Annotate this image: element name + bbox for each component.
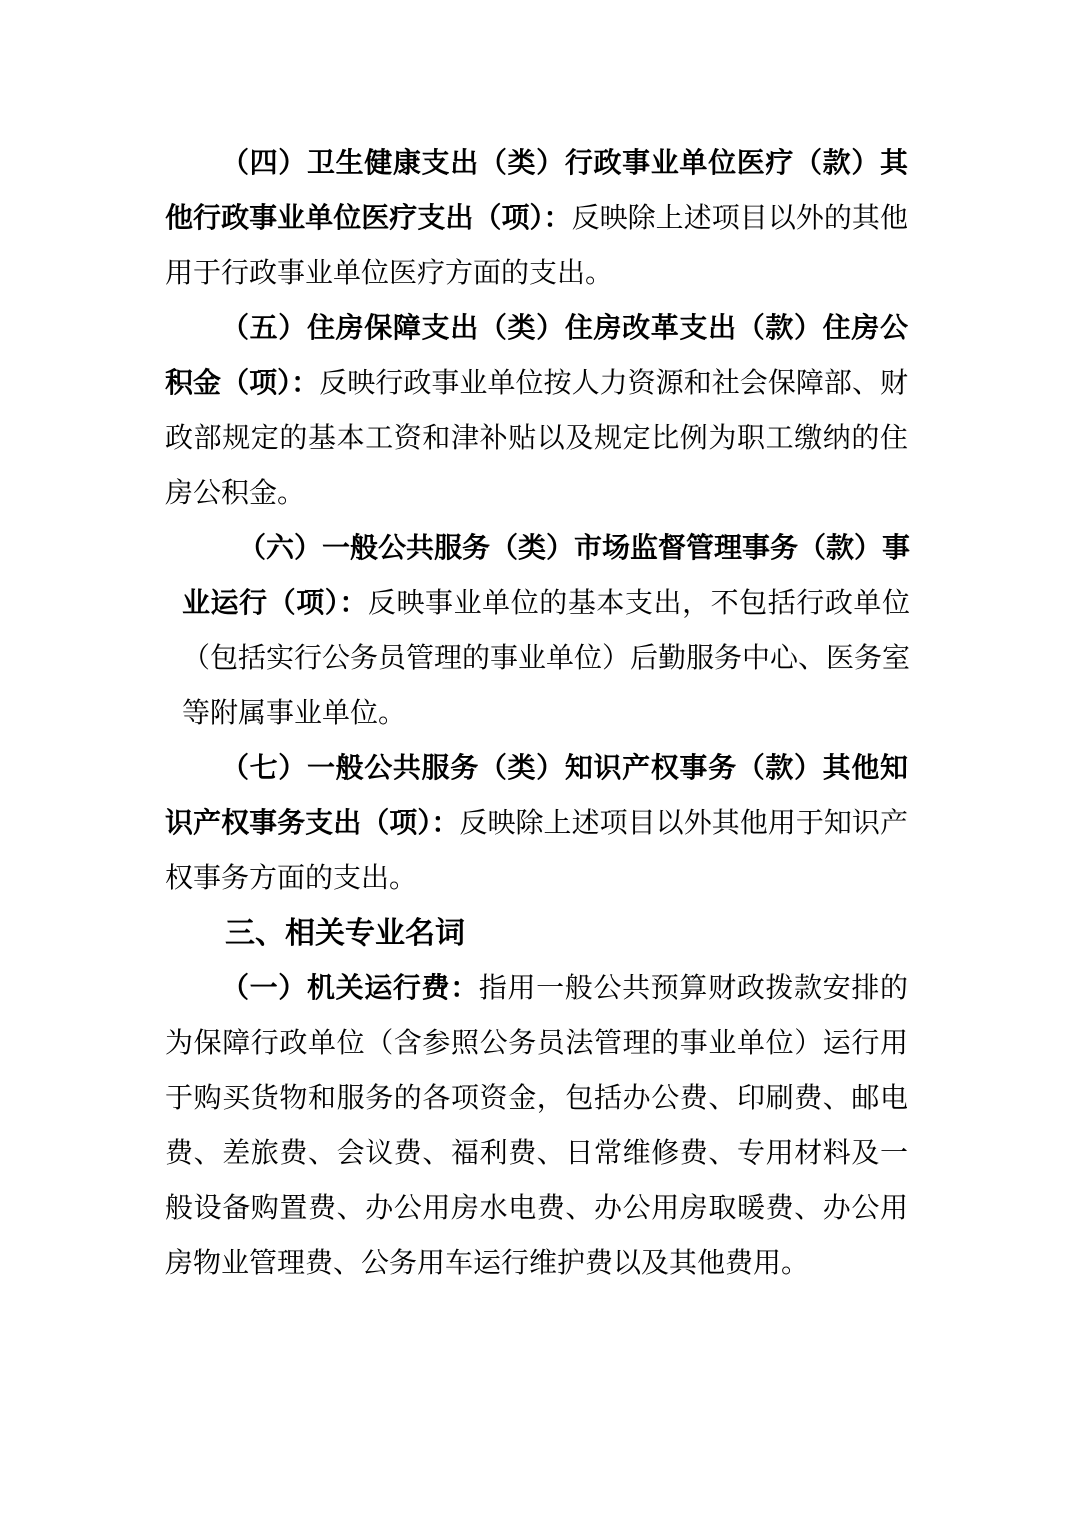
paragraph-text: 反映除上述项目以外的其他用于行政事业单位医疗方面的支出。 (165, 203, 908, 289)
paragraph-item-qi (165, 741, 908, 906)
paragraph-item-jiguanyunxingfei (165, 961, 908, 1291)
paragraph-lead: （六）一般公共服务（类）市场监督管理事务（款）事业运行（项）： (182, 533, 911, 619)
paragraph-lead: （五）住房保障支出（类）住房改革支出（款）住房公积金（项）： (165, 313, 908, 399)
paragraph-item-wu (165, 301, 908, 521)
paragraph-lead: （四）卫生健康支出（类）行政事业单位医疗（款）其他行政事业单位医疗支出（项）： (165, 148, 908, 234)
paragraph-text: 反映行政事业单位按人力资源和社会保障部、财政部规定的基本工资和津补贴以及规定比例为职工缴纳的住房公积金。 (165, 368, 908, 509)
paragraph-lead: （一）机关运行费： (221, 973, 479, 1004)
paragraph-item-si (165, 136, 908, 301)
paragraph-item-liu (182, 521, 910, 741)
paragraph-lead: （七）一般公共服务（类）知识产权事务（款）其他知识产权事务支出（项）： (165, 753, 908, 839)
paragraph-text: 反映事业单位的基本支出，不包括行政单位（包括实行公务员管理的事业单位）后勤服务中心、医务室等附属事业单位。 (182, 588, 911, 729)
paragraph-text: 反映除上述项目以外其他用于知识产权事务方面的支出。 (165, 808, 908, 894)
document-body (165, 136, 911, 1291)
paragraph-text: 指用一般公共预算财政拨款安排的为保障行政单位（含参照公务员法管理的事业单位）运行用于购买货物和服务的各项资金，包括办公费、印刷费、邮电费、差旅费、会议费、福利费、日常维修费、专用材料及一般设备购置费、办公用房水电费、办公用房取暖费、办公用房物业管理费、公务用车运行维护费以及其他费用。 (165, 973, 908, 1279)
section-heading: 三、相关专业名词 (225, 917, 465, 950)
